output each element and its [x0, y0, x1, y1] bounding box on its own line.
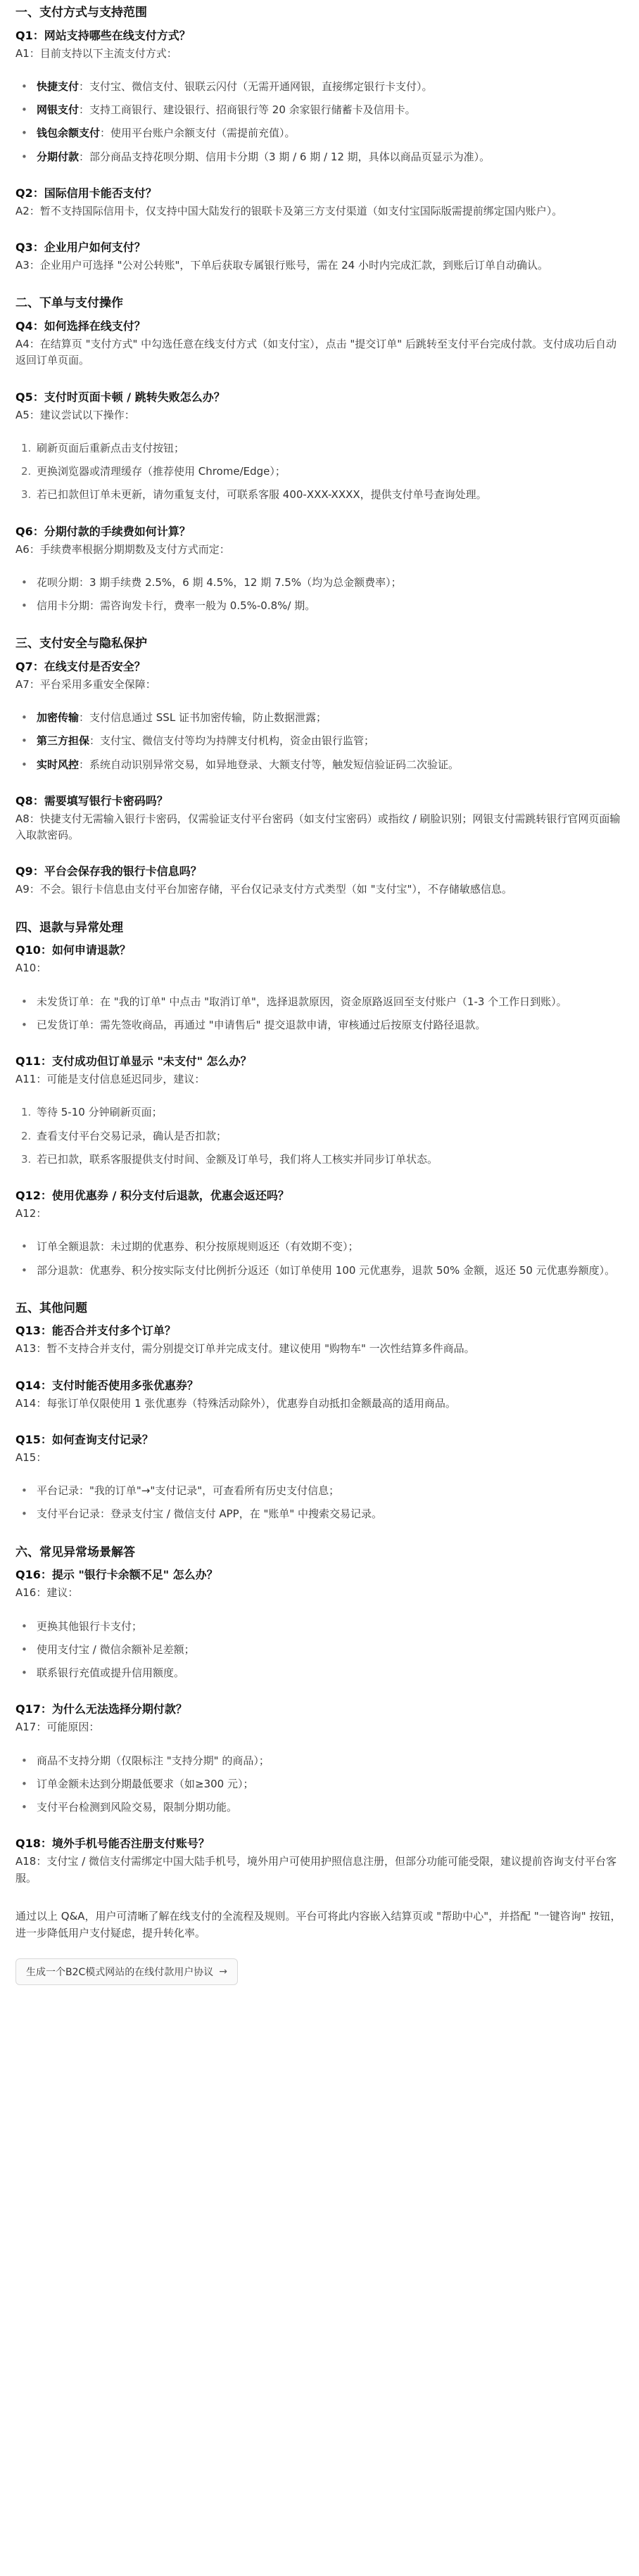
list-item [15, 464, 624, 480]
list-item [15, 487, 624, 503]
faq-answer: A13：暂不支持合并支付，需分别提交订单并完成支付。建议使用 "购物车" 一次性结算多件商品。 [15, 1342, 475, 1356]
faq-answer: A17：可能原因： [15, 1721, 100, 1734]
list-item [15, 575, 624, 591]
faq-question: Q9：平台会保存我的银行卡信息吗？ [15, 865, 202, 879]
list-item-text: 订单金额未达到分期最低要求（如≥300 元）； [37, 1777, 254, 1790]
list-number: 2. [21, 465, 32, 478]
list-item [15, 440, 624, 457]
section-heading: 一、支付方式与支持范围 [15, 6, 147, 20]
list-item-bold: 加密传输 [37, 711, 80, 725]
faq-question: Q8：需要填写银行卡密码吗？ [15, 793, 168, 808]
faq-answer: A15： [15, 1450, 47, 1464]
faq-answer: A3：企业用户可选择 "公对公转账"，下单后获取专属银行账号，需在 24 小时内完成汇款，到账后订单自动确认。 [15, 259, 548, 272]
list-item-text: 若已扣款但订单未更新，请勿重复支付，可联系客服 400-XXX-XXXX，提供支付单号查询处理。 [37, 488, 487, 502]
bullet-marker: • [21, 1643, 27, 1656]
bullet-marker: • [21, 711, 27, 725]
section-heading: 四、退款与异常处理 [15, 920, 123, 935]
faq-question: Q2：国际信用卡能否支付？ [15, 186, 157, 200]
bullet-marker: • [21, 1240, 27, 1254]
section-heading: 三、支付安全与隐私保护 [15, 637, 147, 651]
list-item-text: 已发货订单：需先签收商品，再通过 "申请售后" 提交退款申请，审核通过后按原支付路径退款。 [37, 1018, 486, 1031]
list-item-text: 查看支付平台交易记录，确认是否扣款； [37, 1129, 227, 1142]
list-item-text: 订单全额退款：未过期的优惠券、积分按原规则返还（有效期不变）； [37, 1240, 359, 1254]
bullet-marker: • [21, 103, 27, 117]
list-item-text: 商品不支持分期（仅限标注 "支持分期" 的商品）； [37, 1754, 270, 1767]
faq-question: Q17：为什么无法选择分期付款？ [15, 1702, 187, 1716]
list-item-text: ：支付信息通过 SSL 证书加密传输，防止数据泄露； [79, 711, 327, 725]
conclusion-paragraph: 通过以上 Q&A，用户可清晰了解在线支付的全流程及规则。平台可将此内容嵌入结算页或 "帮助中心"，并搭配 "一键咨询" 按钮，进一步降低用户支付疑虑，提升转化率。 [15, 1909, 621, 1939]
list-item-text: 刷新页面后重新点击支付按钮； [37, 441, 185, 454]
list-item [15, 598, 624, 614]
suggestion-chip-label: 生成一个B2C模式网站的在线付款用户协议 [26, 1966, 214, 1978]
list-item [15, 1104, 624, 1121]
list-item-text: 更换其他银行卡支付； [37, 1619, 143, 1633]
faq-question: Q1：网站支持哪些在线支付方式？ [15, 28, 191, 42]
list-item [15, 1506, 624, 1522]
bullet-marker: • [21, 79, 27, 93]
suggestion-chip[interactable] [15, 1958, 238, 1985]
list-item [15, 1665, 624, 1681]
bullet-marker: • [21, 758, 27, 771]
list-number: 2. [21, 1129, 32, 1142]
faq-question: Q4：如何选择在线支付？ [15, 319, 146, 333]
list-item [15, 1753, 624, 1769]
list-item-text: 等待 5-10 分钟刷新页面； [37, 1106, 163, 1119]
list-item-bold: 分期付款 [37, 150, 80, 163]
list-item-text: 平台记录："我的订单"→"支付记录"，可查看所有历史支付信息； [37, 1484, 340, 1498]
faq-question: Q12：使用优惠券 / 积分支付后退款，优惠会返还吗？ [15, 1189, 289, 1203]
section-heading: 五、其他问题 [15, 1301, 87, 1315]
bullet-list [15, 994, 624, 1034]
bullet-marker: • [21, 575, 27, 589]
list-item [15, 1017, 624, 1033]
faq-answer: A4：在结算页 "支付方式" 中勾选任意在线支付方式（如支付宝），点击 "提交订单" 后跳转至支付平台完成付款。支付成功后自动返回订单页面。 [15, 338, 616, 367]
bullet-marker: • [21, 1777, 27, 1790]
list-item [15, 994, 624, 1010]
list-item-text: ：支付宝、微信支付等均为持牌支付机构，资金由银行监管； [89, 734, 375, 748]
list-item [15, 1483, 624, 1499]
bullet-marker: • [21, 1018, 27, 1031]
bullet-marker: • [21, 599, 27, 613]
list-item-text: 未发货订单：在 "我的订单" 中点击 "取消订单"，选择退款原因，资金原路返回至支付账户（1-3 个工作日到账）。 [37, 995, 567, 1008]
list-item-bold: 实时风控 [37, 758, 80, 771]
faq-answer: A6：手续费率根据分期期数及支付方式而定： [15, 542, 230, 556]
faq-question: Q14：支付时能否使用多张优惠券？ [15, 1378, 198, 1392]
list-item [15, 1263, 624, 1279]
faq-answer: A1：目前支持以下主流支付方式： [15, 46, 177, 60]
list-item-text: 更换浏览器或清理缓存（推荐使用 Chrome/Edge）； [37, 465, 286, 478]
bullet-list [15, 79, 624, 165]
faq-question: Q13：能否合并支付多个订单？ [15, 1324, 176, 1338]
ordered-list [15, 440, 624, 504]
list-item-text: 使用支付宝 / 微信余额补足差额； [37, 1643, 195, 1656]
list-item-text: 若已扣款，联系客服提供支付时间、金额及订单号，我们将人工核实并同步订单状态。 [37, 1152, 438, 1166]
bullet-marker: • [21, 1801, 27, 1814]
bullet-marker: • [21, 1619, 27, 1633]
faq-answer: A14：每张订单仅限使用 1 张优惠券（特殊活动除外），优惠券自动抵扣金额最高的适用商品。 [15, 1396, 456, 1410]
list-item-text: 支付平台检测到风险交易，限制分期功能。 [37, 1801, 238, 1814]
bullet-marker: • [21, 1507, 27, 1521]
list-number: 1. [21, 1106, 32, 1119]
faq-question: Q3：企业用户如何支付？ [15, 241, 146, 255]
bullet-list [15, 1483, 624, 1523]
list-item [15, 1619, 624, 1635]
faq-answer: A9：不会。银行卡信息由支付平台加密存储，平台仅记录支付方式类型（如 "支付宝"），不存储敏感信息。 [15, 883, 512, 896]
list-item [15, 125, 624, 141]
list-item [15, 1152, 624, 1168]
bullet-marker: • [21, 995, 27, 1008]
list-number: 1. [21, 441, 32, 454]
list-item-text: ：支付宝、微信支付、银联云闪付（无需开通网银，直接绑定银行卡支付）。 [79, 79, 433, 93]
bullet-list [15, 1753, 624, 1816]
suggestion-area [15, 1958, 624, 1985]
faq-answer: A11：可能是支付信息延迟同步，建议： [15, 1073, 205, 1086]
list-item [15, 1642, 624, 1658]
faq-question: Q18：境外手机号能否注册支付账号？ [15, 1837, 210, 1851]
section-heading: 六、常见异常场景解答 [15, 1545, 135, 1560]
list-item-text: 联系银行充值或提升信用额度。 [37, 1666, 185, 1680]
faq-answer: A2：暂不支持国际信用卡，仅支持中国大陆发行的银联卡及第三方支付渠道（如支付宝国际版需提前绑定国内账户）。 [15, 204, 563, 217]
bullet-list [15, 1619, 624, 1682]
bullet-list [15, 710, 624, 773]
bullet-marker: • [21, 1263, 27, 1277]
faq-answer: A12： [15, 1207, 47, 1220]
faq-answer: A16：建议： [15, 1586, 79, 1600]
arrow-right-icon: → [219, 1965, 228, 1977]
section-heading: 二、下单与支付操作 [15, 296, 123, 311]
list-item [15, 1776, 624, 1792]
list-item-text: ：支持工商银行、建设银行、招商银行等 20 余家银行储蓄卡及信用卡。 [79, 103, 416, 117]
faq-question: Q5：支付时页面卡顿 / 跳转失败怎么办？ [15, 390, 225, 404]
list-item [15, 79, 624, 95]
bullet-marker: • [21, 1484, 27, 1498]
list-item-text: ：部分商品支持花呗分期、信用卡分期（3 期 / 6 期 / 12 期，具体以商品页显示为准）。 [79, 150, 491, 163]
faq-question: Q7：在线支付是否安全？ [15, 659, 146, 673]
list-item [15, 733, 624, 749]
faq-question: Q16：提示 "银行卡余额不足" 怎么办？ [15, 1568, 218, 1582]
list-item-text: 部分退款：优惠券、积分按实际支付比例折分返还（如订单使用 100 元优惠券，退款 50% 金额，返还 50 元优惠券额度）。 [37, 1263, 616, 1277]
faq-answer: A18：支付宝 / 微信支付需绑定中国大陆手机号，境外用户可使用护照信息注册，但部分功能可能受限，建议提前咨询支付平台客服。 [15, 1855, 616, 1885]
list-number: 3. [21, 488, 32, 502]
list-item-bold: 网银支付 [37, 103, 80, 117]
faq-answer: A7：平台采用多重安全保障： [15, 677, 156, 691]
list-item-text: ：使用平台账户余额支付（需提前充值）。 [100, 127, 296, 140]
list-item [15, 149, 624, 165]
bullet-marker: • [21, 1754, 27, 1767]
list-number: 3. [21, 1152, 32, 1166]
list-item-bold: 第三方担保 [37, 734, 90, 748]
faq-answer: A5：建议尝试以下操作： [15, 408, 135, 421]
bullet-list [15, 1239, 624, 1279]
bullet-marker: • [21, 734, 27, 748]
list-item-bold: 钱包余额支付 [37, 127, 101, 140]
list-item [15, 102, 624, 118]
list-item-text: 支付平台记录：登录支付宝 / 微信支付 APP，在 "账单" 中搜索交易记录。 [37, 1507, 383, 1521]
faq-answer: A10： [15, 962, 47, 975]
list-item [15, 710, 624, 726]
bullet-marker: • [21, 1666, 27, 1680]
ordered-list [15, 1104, 624, 1168]
faq-question: Q15：如何查询支付记录？ [15, 1432, 153, 1446]
bullet-marker: • [21, 127, 27, 140]
list-item [15, 1128, 624, 1144]
list-item-text: 花呗分期：3 期手续费 2.5%，6 期 4.5%，12 期 7.5%（均为总金额费率）； [37, 575, 402, 589]
list-item-bold: 快捷支付 [37, 79, 80, 93]
faq-question: Q11：支付成功但订单显示 "未支付" 怎么办？ [15, 1054, 252, 1069]
faq-answer: A8：快捷支付无需输入银行卡密码，仅需验证支付平台密码（如支付宝密码）或指纹 / 刷脸识别；网银支付需跳转银行官网页面输入取款密码。 [15, 812, 621, 842]
bullet-marker: • [21, 150, 27, 163]
bullet-list [15, 575, 624, 615]
list-item-text: 信用卡分期：需咨询发卡行，费率一般为 0.5%-0.8%/ 期。 [37, 599, 316, 613]
list-item-text: ：系统自动识别异常交易，如异地登录、大额支付等，触发短信验证码二次验证。 [79, 758, 460, 771]
list-item [15, 1799, 624, 1816]
list-item [15, 757, 624, 773]
faq-question: Q10：如何申请退款？ [15, 943, 131, 957]
faq-question: Q6：分期付款的手续费如何计算？ [15, 524, 191, 538]
list-item [15, 1239, 624, 1255]
